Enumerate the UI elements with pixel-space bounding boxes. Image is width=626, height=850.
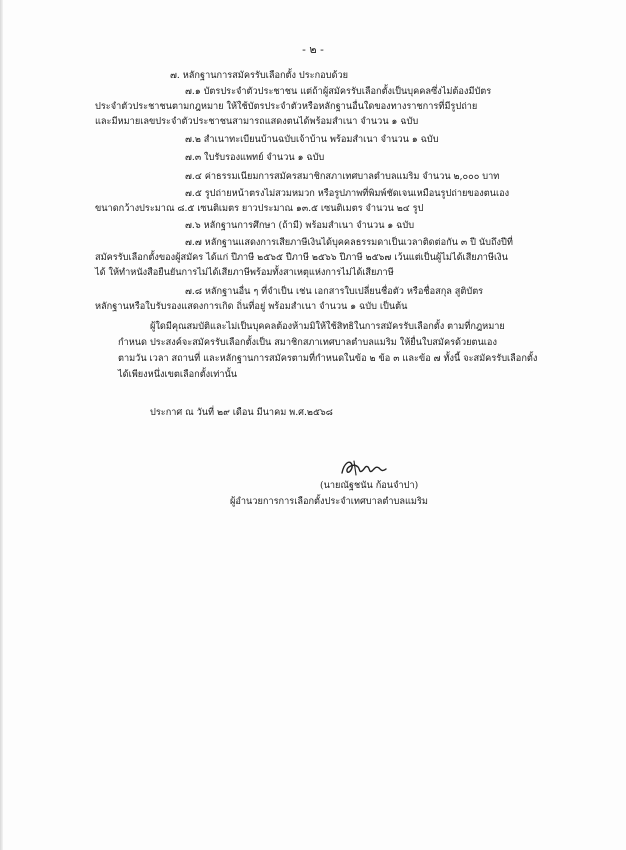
page-number: - ๒ - [302, 43, 324, 56]
item-7-3: ๗.๓ ใบรับรองแพทย์ จำนวน ๑ ฉบับ [185, 152, 325, 163]
signatory-name: (นายณัฐชนัน ก้อนจำปา) [320, 480, 419, 491]
item-7-8-line-1: ๗.๘ หลักฐานอื่น ๆ ที่จำเป็น เช่น เอกสารใบเปลี่ยนชื่อตัว หรือชื่อสกุล สูติบัตร [185, 286, 484, 297]
eligibility-paragraph-line-4: ได้เพียงหนึ่งเขตเลือกตั้งเท่านั้น [118, 369, 238, 380]
item-7-4: ๗.๔ ค่าธรรมเนียมการสมัครสมาชิกสภาเทศบาลตำบลแมริม จำนวน ๒,๐๐๐ บาท [185, 171, 500, 182]
eligibility-paragraph-line-2: กำหนด ประสงค์จะสมัครรับเลือกตั้งเป็น สมาชิกสภาเทศบาลตำบลแมริม ให้ยื่นใบสมัครด้วยตนเอง [118, 337, 497, 348]
section-7-heading: ๗. หลักฐานการสมัครรับเลือกตั้ง ประกอบด้วย [170, 70, 349, 81]
item-7-7-line-2: สมัครรับเลือกตั้งของผู้สมัคร ได้แก่ ปีภาษี ๒๕๖๕ ปีภาษี ๒๕๖๖ ปีภาษี ๒๕๖๗ เว้นแต่เป็นผู้ไม่ได้เสียภาษีเงิน [95, 252, 508, 263]
item-7-1-line-1: ๗.๑ บัตรประจำตัวประชาชน แต่ถ้าผู้สมัครรับเลือกตั้งเป็นบุคคลซึ่งไม่ต้องมีบัตร [185, 86, 492, 97]
signatory-title: ผู้อำนวยการการเลือกตั้งประจำเทศบาลตำบลแมริม [230, 496, 428, 507]
item-7-7-line-1: ๗.๗ หลักฐานแสดงการเสียภาษีเงินได้บุคคลธรรมดาเป็นเวลาติดต่อกัน ๓ ปี นับถึงปีที่ [185, 237, 513, 248]
item-7-2: ๗.๒ สำเนาทะเบียนบ้านฉบับเจ้าบ้าน พร้อมสำเนา จำนวน ๑ ฉบับ [185, 134, 439, 145]
item-7-6: ๗.๖ หลักฐานการศึกษา (ถ้ามี) พร้อมสำเนา จำนวน ๑ ฉบับ [185, 220, 415, 231]
item-7-1-line-2: ประจำตัวประชาชนตามกฎหมาย ให้ใช้บัตรประจำตัวหรือหลักฐานอื่นใดของทางราชการที่มีรูปถ่าย [95, 101, 478, 112]
announcement-date: ประกาศ ณ วันที่ ๒๙ เดือน มีนาคม พ.ศ.๒๕๖๘ [150, 407, 333, 418]
eligibility-paragraph-line-1: ผู้ใดมีคุณสมบัติและไม่เป็นบุคคลต้องห้ามมิให้ใช้สิทธิในการสมัครรับเลือกตั้ง ตามที่กฎหมาย [150, 321, 505, 332]
scan-edge-shadow [0, 0, 3, 850]
item-7-1-line-3: และมีหมายเลขประจำตัวประชาชนสามารถแสดงตนได้พร้อมสำเนา จำนวน ๑ ฉบับ [95, 116, 419, 127]
item-7-5-line-1: ๗.๕ รูปถ่ายหน้าตรงไม่สวมหมวก หรือรูปภาพที่พิมพ์ชัดเจนเหมือนรูปถ่ายของตนเอง [185, 188, 510, 199]
item-7-8-line-2: หลักฐานหรือใบรับรองแสดงการเกิด ถิ่นที่อยู่ พร้อมสำเนา จำนวน ๑ ฉบับ เป็นต้น [95, 301, 408, 312]
eligibility-paragraph-line-3: ตามวัน เวลา สถานที่ และหลักฐานการสมัครตามที่กำหนดในข้อ ๒ ข้อ ๓ และข้อ ๗ ทั้งนี้ จะสมัครรับเลือกตั้ง [118, 353, 538, 364]
item-7-7-line-3: ได้ ให้ทำหนังสือยืนยันการไม่ได้เสียภาษีพร้อมทั้งสาเหตุแห่งการไม่ได้เสียภาษี [95, 267, 394, 278]
handwritten-signature [338, 455, 390, 481]
item-7-5-line-2: ขนาดกว้างประมาณ ๘.๕ เซนติเมตร ยาวประมาณ ๑๓.๕ เซนติเมตร จำนวน ๒๔ รูป [95, 203, 424, 214]
